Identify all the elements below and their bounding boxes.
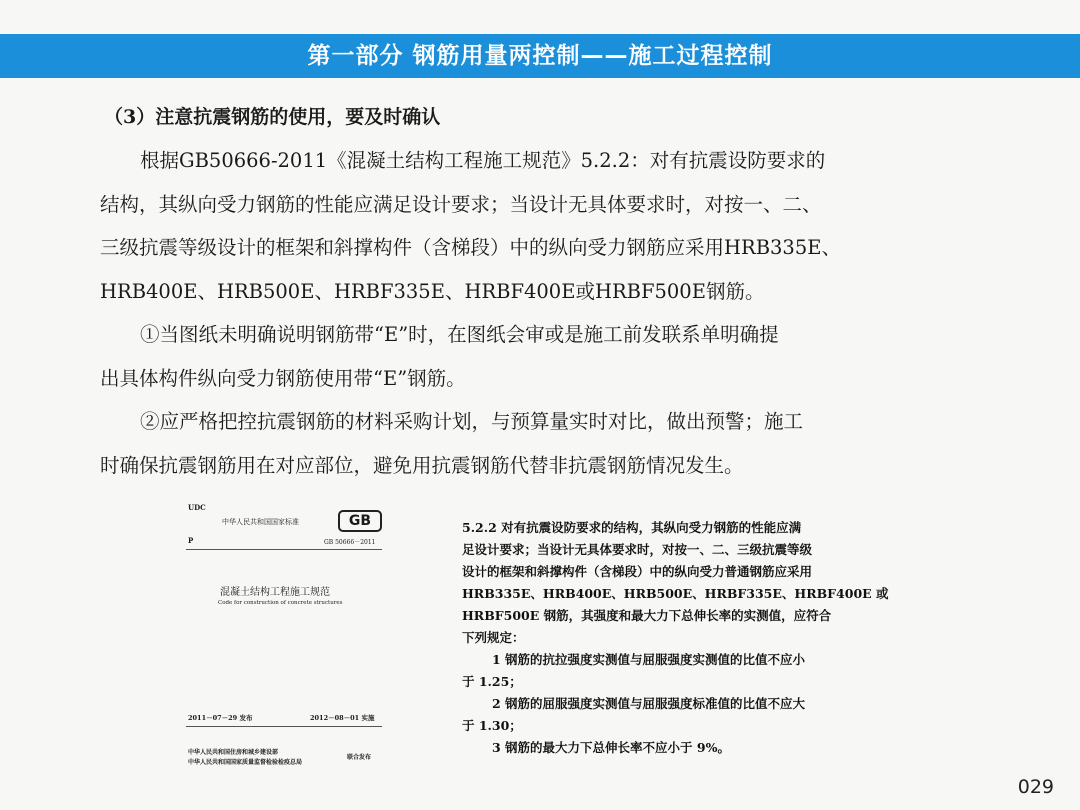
excerpt-line: HRB335E、HRB400E、HRB500E、HRBF335E、HRBF400E 或 bbox=[462, 586, 889, 601]
cover-title-cn: 混凝土结构工程施工规范 bbox=[220, 587, 330, 598]
excerpt-line: 5.2.2 对有抗震设防要求的结构，其纵向受力钢筋的性能应满 bbox=[462, 520, 802, 535]
paragraph-note-1 bbox=[100, 313, 980, 400]
paragraph-line: ①当图纸未明确说明钢筋带“E”时，在图纸会审或是施工前发联系单明确提 bbox=[140, 323, 779, 346]
excerpt-line: 下列规定： bbox=[462, 630, 525, 645]
national-standard-label: 中华人民共和国国家标准 bbox=[222, 518, 299, 526]
excerpt-line: 足设计要求；当设计无具体要求时，对按一、二、三级抗震等级 bbox=[462, 542, 813, 557]
paragraph-line: ②应严格把控抗震钢筋的材料采购计划，与预算量实时对比，做出预警；施工 bbox=[140, 410, 804, 433]
excerpt-line: HRBF500E 钢筋，其强度和最大力下总伸长率的实测值，应符合 bbox=[462, 608, 832, 623]
standard-cover-image bbox=[180, 496, 390, 771]
cover-divider bbox=[186, 549, 382, 550]
paragraph-line: 结构，其纵向受力钢筋的性能应满足设计要求；当设计无具体要求时，对按一、二、 bbox=[100, 192, 822, 216]
excerpt-item: 1 钢筋的抗拉强度实测值与屈服强度实测值的比值不应小 bbox=[492, 652, 806, 667]
publisher-line: 中华人民共和国国家质量监督检验检疫总局 bbox=[188, 759, 303, 766]
standard-excerpt bbox=[462, 517, 892, 759]
joint-issue-label: 联合发布 bbox=[347, 754, 372, 761]
paragraph-line: 三级抗震等级设计的框架和斜撑构件（含梯段）中的纵向受力钢筋应采用HRB335E、 bbox=[100, 236, 841, 259]
paragraph-line: 根据GB50666-2011《混凝土结构工程施工规范》5.2.2：对有抗震设防要求的 bbox=[140, 149, 826, 172]
excerpt-item-continuation: 于 1.25； bbox=[462, 674, 522, 689]
paragraph-line: HRB400E、HRB500E、HRBF335E、HRBF400E或HRBF500E钢筋。 bbox=[100, 279, 765, 303]
paragraph-line: 出具体构件纵向受力钢筋使用带“E”钢筋。 bbox=[100, 366, 466, 390]
paragraph-standard bbox=[100, 139, 980, 313]
paragraph-line: 时确保抗震钢筋用在对应部位，避免用抗震钢筋代替非抗震钢筋情况发生。 bbox=[100, 453, 744, 477]
udc-label: UDC bbox=[188, 503, 206, 512]
issue-date: 2011－07－29 发布 bbox=[188, 714, 253, 722]
cover-title-en: Code for construction of concrete structures bbox=[218, 600, 343, 606]
standard-code: GB 50666－2011 bbox=[324, 539, 376, 546]
cover-divider bbox=[186, 726, 382, 727]
implementation-date: 2012－08－01 实施 bbox=[310, 714, 375, 722]
p-label: P bbox=[188, 536, 194, 545]
page-number: 029 bbox=[1017, 776, 1054, 798]
main-content bbox=[100, 100, 980, 487]
excerpt-item-continuation: 于 1.30； bbox=[462, 718, 522, 733]
section-heading: （3）注意抗震钢筋的使用，要及时确认 bbox=[104, 106, 441, 128]
publisher-line: 中华人民共和国住房和城乡建设部 bbox=[188, 749, 279, 756]
excerpt-item: 2 钢筋的屈服强度实测值与屈服强度标准值的比值不应大 bbox=[492, 696, 806, 711]
header-bar bbox=[0, 34, 1080, 78]
excerpt-item: 3 钢筋的最大力下总伸长率不应小于 9%。 bbox=[492, 740, 730, 755]
paragraph-note-2 bbox=[100, 400, 980, 487]
page-title: 第一部分 钢筋用量两控制——施工过程控制 bbox=[307, 43, 773, 69]
excerpt-line: 设计的框架和斜撑构件（含梯段）中的纵向受力普通钢筋应采用 bbox=[462, 564, 813, 579]
gb-logo: GB bbox=[338, 510, 382, 532]
